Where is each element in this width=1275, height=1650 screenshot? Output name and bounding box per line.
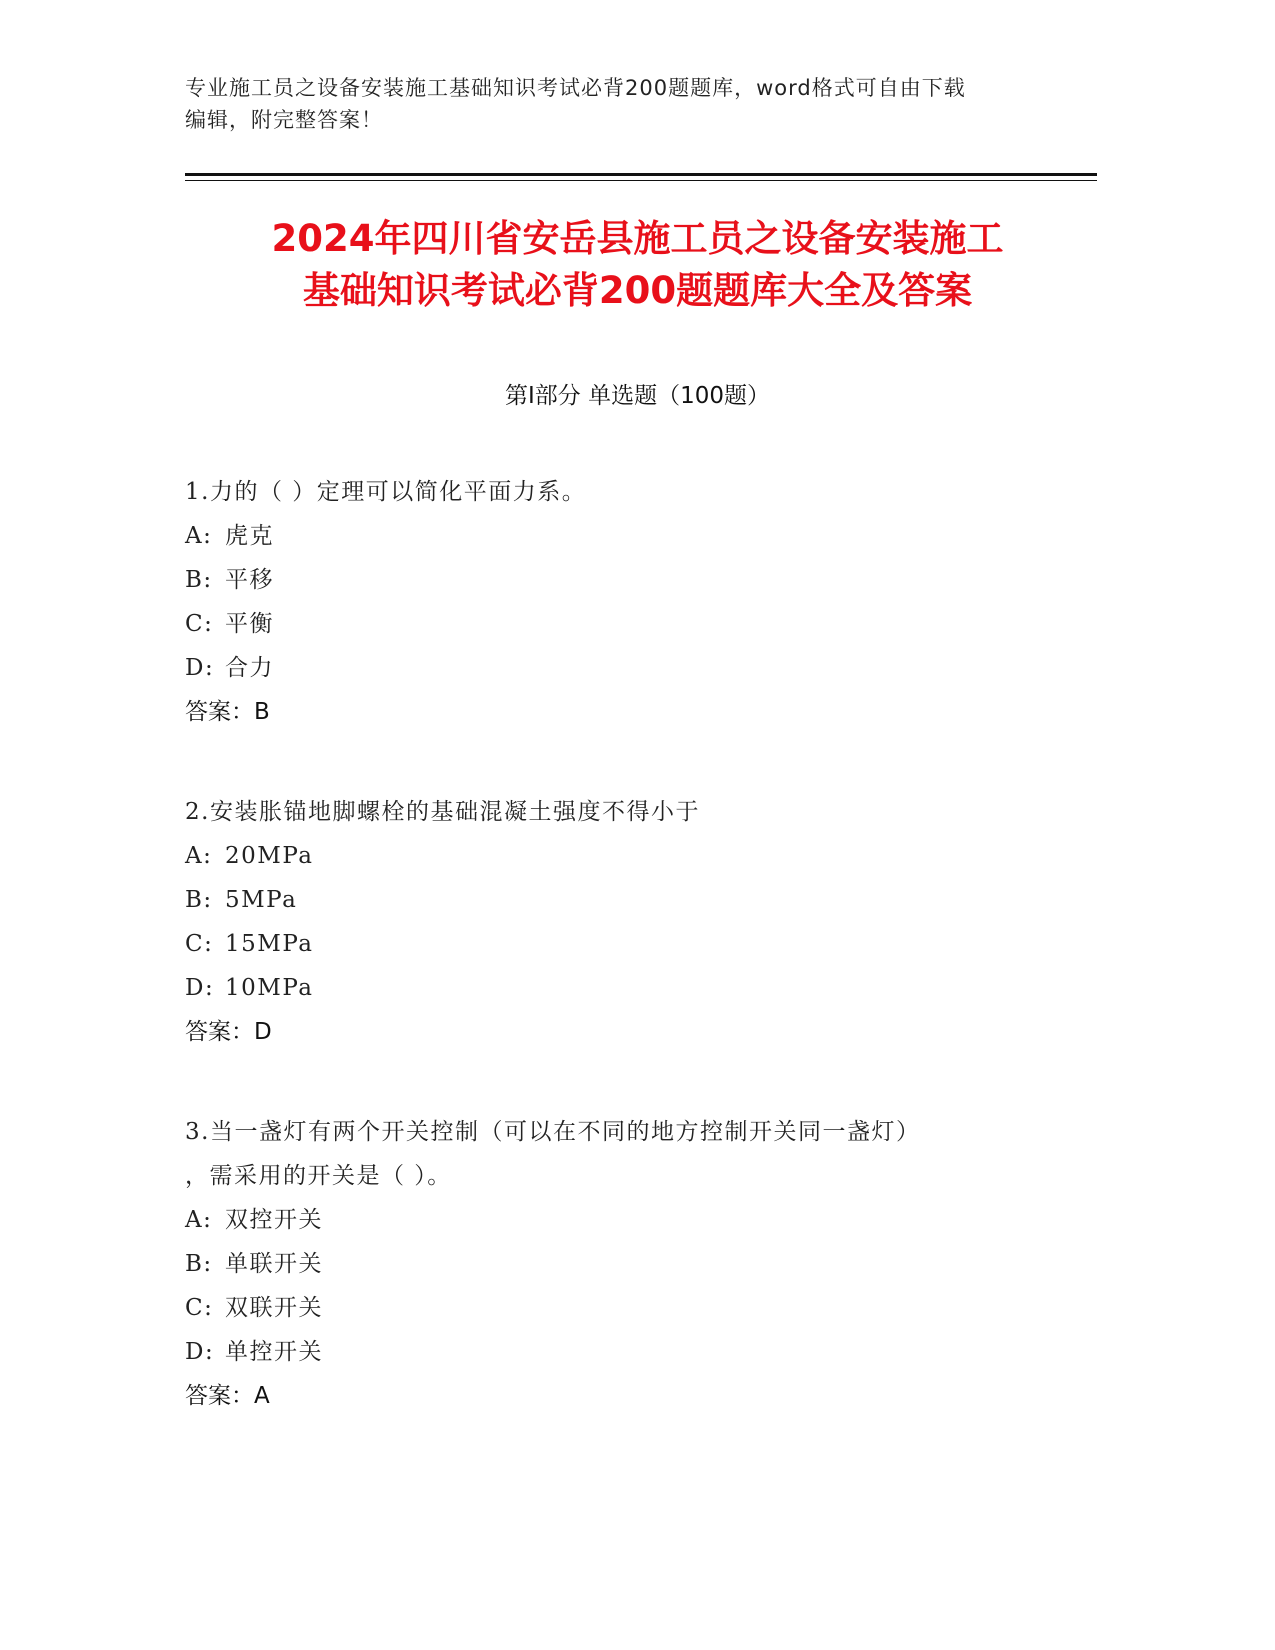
option-b	[185, 1242, 1085, 1286]
option-d	[185, 646, 1085, 690]
option-b	[185, 558, 1085, 602]
question-stem: 2.安装胀锚地脚螺栓的基础混凝土强度不得小于	[185, 799, 700, 825]
question-list	[185, 470, 1085, 1474]
question-1	[185, 470, 1085, 734]
answer-value: B	[254, 699, 270, 725]
option-c	[185, 602, 1085, 646]
option-text: 20MPa	[225, 843, 314, 869]
answer-label: 答案：	[185, 1383, 254, 1409]
question-stem-continued: ，需采用的开关是（ ）。	[185, 1163, 452, 1189]
option-c	[185, 922, 1085, 966]
option-text: 双控开关	[225, 1207, 323, 1233]
option-key: A:	[185, 843, 213, 869]
option-text: 合力	[225, 655, 274, 681]
header-divider-thick	[185, 173, 1097, 176]
option-text: 5MPa	[225, 887, 298, 913]
option-a	[185, 1198, 1085, 1242]
header-note	[185, 72, 1085, 136]
answer-label: 答案：	[185, 699, 254, 725]
option-d	[185, 1330, 1085, 1374]
answer	[185, 1010, 1085, 1054]
document-title-line-2: 基础知识考试必背200题题库大全及答案	[302, 269, 973, 312]
option-text: 15MPa	[225, 931, 314, 957]
option-text: 平移	[225, 567, 274, 593]
answer-value: A	[254, 1383, 270, 1409]
question-stem: 1.力的（ ）定理可以简化平面力系。	[185, 479, 587, 505]
option-text: 单控开关	[225, 1339, 323, 1365]
answer	[185, 690, 1085, 734]
option-key: C:	[185, 611, 214, 637]
option-key: C:	[185, 1295, 214, 1321]
option-text: 虎克	[225, 523, 274, 549]
option-key: B:	[185, 567, 213, 593]
document-title	[120, 213, 1155, 317]
question-3	[185, 1110, 1085, 1418]
option-key: B:	[185, 1251, 213, 1277]
option-key: D:	[185, 975, 215, 1001]
header-note-line-1: 专业施工员之设备安装施工基础知识考试必背200题题库，word格式可自由下载	[185, 76, 966, 100]
option-d	[185, 966, 1085, 1010]
option-text: 平衡	[225, 611, 274, 637]
question-2	[185, 790, 1085, 1054]
option-key: A:	[185, 1207, 213, 1233]
header-divider-thin	[185, 180, 1097, 181]
option-a	[185, 834, 1085, 878]
answer	[185, 1374, 1085, 1418]
option-key: D:	[185, 655, 215, 681]
answer-value: D	[254, 1019, 272, 1045]
option-key: C:	[185, 931, 214, 957]
question-stem: 3.当一盏灯有两个开关控制（可以在不同的地方控制开关同一盏灯）	[185, 1119, 921, 1145]
option-key: D:	[185, 1339, 215, 1365]
answer-label: 答案：	[185, 1019, 254, 1045]
section-heading: 第I部分 单选题（100题）	[505, 383, 770, 409]
document-title-line-1: 2024年四川省安岳县施工员之设备安装施工	[271, 217, 1004, 260]
option-key: B:	[185, 887, 213, 913]
option-text: 双联开关	[225, 1295, 323, 1321]
option-text: 10MPa	[225, 975, 314, 1001]
option-text: 单联开关	[225, 1251, 323, 1277]
option-c	[185, 1286, 1085, 1330]
option-key: A:	[185, 523, 213, 549]
header-note-line-2: 编辑，附完整答案！	[185, 108, 383, 132]
option-a	[185, 514, 1085, 558]
option-b	[185, 878, 1085, 922]
